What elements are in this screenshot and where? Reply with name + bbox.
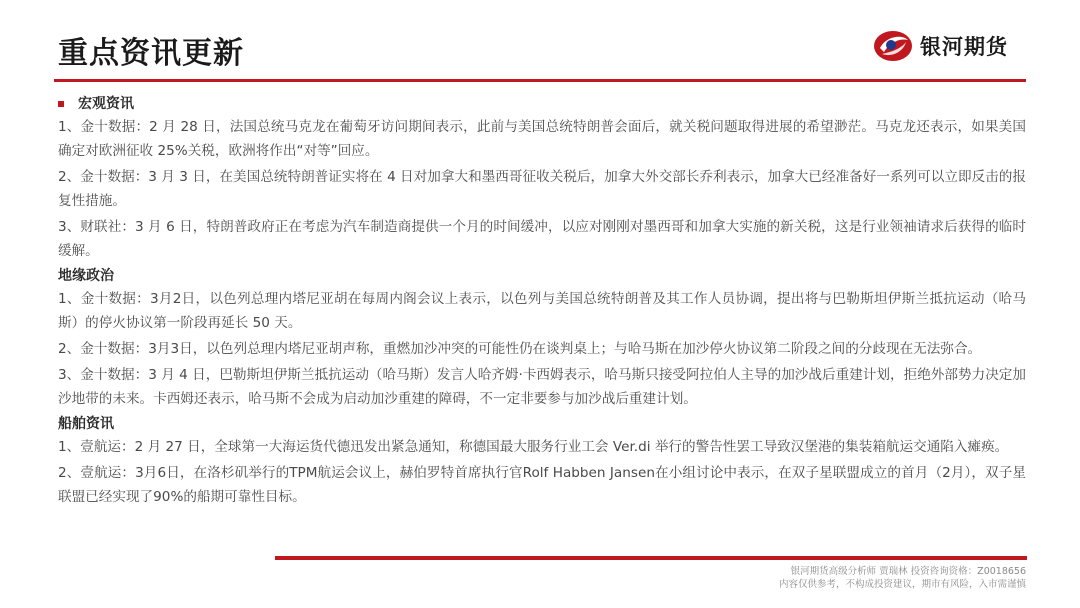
- brand-logo: [872, 26, 1008, 66]
- news-item: 3、金十数据：3 月 4 日，巴勒斯坦伊斯兰抵抗运动（哈马斯）发言人哈齐姆·卡西姆表示，哈马斯只接受阿拉伯人主导的加沙战后重建计划，拒绝外部势力决定加沙地带的未来。卡西姆还表示，哈马斯不会成为启动加沙重建的障碍，不一定非要参与加沙战后重建计划。: [58, 367, 1026, 407]
- brand-name: 银河期货: [920, 35, 1008, 59]
- news-item: 2、壹航运：3月6日，在洛杉矶举行的TPM航运会议上，赫伯罗特首席执行官Rolf Habben Jansen在小组讨论中表示，在双子星联盟成立的首月（2月），双子星联盟已经实现了90%的船期可靠性目标。: [58, 465, 1026, 505]
- page-title: 重点资讯更新: [58, 36, 244, 71]
- news-item: 1、金十数据：3月2日，以色列总理内塔尼亚胡在每周内阁会议上表示，以色列与美国总统特朗普及其工作人员协调，提出将与巴勒斯坦伊斯兰抵抗运动（哈马斯）的停火协议第一阶段再延长 50 天。: [58, 291, 1026, 331]
- galaxy-futures-logo-icon: [872, 28, 914, 64]
- news-item: 3、财联社：3 月 6 日，特朗普政府正在考虑为汽车制造商提供一个月的时间缓冲，以应对刚刚对墨西哥和加拿大实施的新关税，这是行业领袖请求后获得的临时缓解。: [58, 219, 1026, 259]
- risk-disclaimer: 内容仅供参考，不构成投资建议，期市有风险，入市需谨慎: [778, 579, 1026, 590]
- section-heading-shipping: 船舶资讯: [58, 416, 114, 432]
- footer-divider: [275, 556, 1027, 560]
- news-item: 1、金十数据：2 月 28 日，法国总统马克龙在葡萄牙访问期间表示，此前与美国总统特朗普会面后，就关税问题取得进展的希望渺茫。马克龙还表示，如果美国确定对欧洲征收 25%关税，欧洲将作出“对等”回应。: [58, 119, 1026, 159]
- news-item: 2、金十数据：3 月 3 日，在美国总统特朗普证实将在 4 日对加拿大和墨西哥征收关税后，加拿大外交部长乔利表示，加拿大已经准备好一系列可以立即反击的报复性措施。: [58, 169, 1026, 209]
- news-item: 1、壹航运：2 月 27 日，全球第一大海运货代德迅发出紧急通知，称德国最大服务行业工会 Ver.di 举行的警告性罢工导致汉堡港的集装箱航运交通陷入瘫痪。: [58, 439, 1009, 455]
- analyst-info: 银河期货高级分析师 贾瑞林 投资咨询资格：Z0018656: [790, 566, 1026, 577]
- disclaimer: [779, 565, 1026, 591]
- news-content: [58, 93, 1026, 511]
- news-item: 2、金十数据：3月3日，以色列总理内塔尼亚胡声称，重燃加沙冲突的可能性仍在谈判桌上；与哈马斯在加沙停火协议第二阶段之间的分歧现在无法弥合。: [58, 341, 982, 357]
- section-heading-macro: 宏观资讯: [58, 93, 1026, 115]
- section-heading-geo: 地缘政治: [58, 268, 114, 284]
- square-bullet-icon: [58, 101, 64, 107]
- header-divider: [54, 79, 1026, 82]
